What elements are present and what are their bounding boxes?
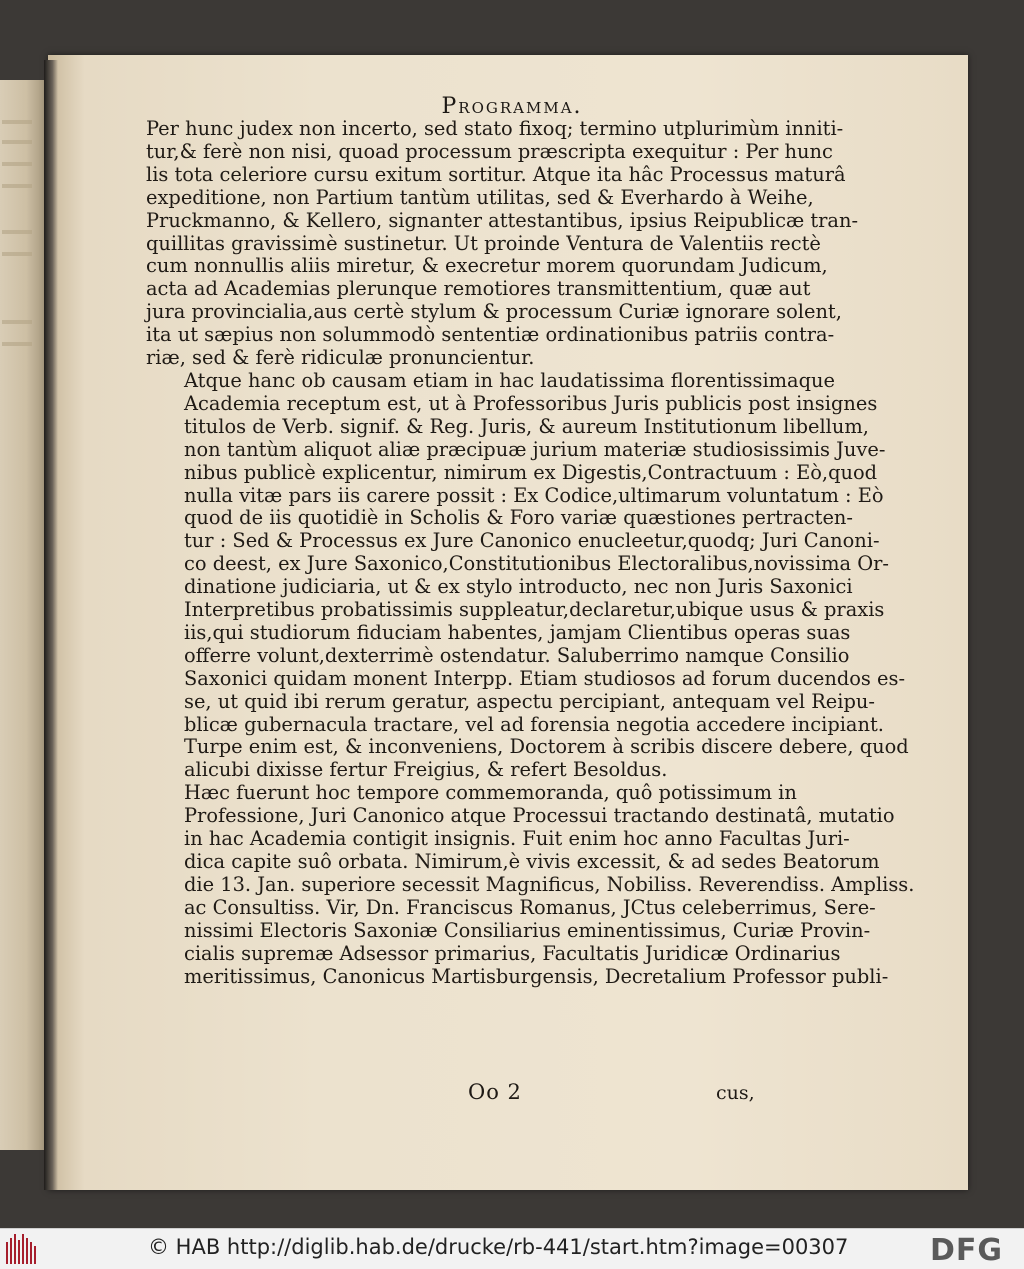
text-line: co deest, ex Jure Saxonico,Constitutionibus Electoralibus,novissima Or- — [184, 552, 889, 576]
text-line: nibus publicè explicentur, nimirum ex Digestis,Contractuum : Eò,quod — [184, 460, 878, 484]
text-line: se, ut quid ibi rerum geratur, aspectu percipiant, antequam vel Reipu- — [184, 689, 875, 713]
text-line: Academia receptum est, ut à Professoribus Juris publicis post insignes — [184, 391, 878, 415]
text-line: non tantùm aliquot aliæ præcipuæ jurium materiæ studiosissimis Juve- — [184, 437, 886, 461]
text-line: ita ut sæpius non solummodò sententiæ ordinationibus patriis contra- — [146, 323, 835, 347]
text-line: jura provincialia,aus certè stylum & processum Curiæ ignorare solent, — [146, 300, 842, 324]
text-line: Atque hanc ob causam etiam in hac laudatissima florentissimaque — [184, 368, 835, 392]
text-line: riæ, sed & ferè ridiculæ pronuncientur. — [146, 346, 535, 370]
text-line: Saxonici quidam monent Interpp. Etiam studiosos ad forum ducendos es- — [184, 666, 906, 690]
text-line: meritissimus, Canonicus Martisburgensis, Decretalium Professor publi- — [184, 964, 889, 988]
paragraph-3 — [146, 781, 915, 988]
hab-logo-icon[interactable] — [6, 1234, 40, 1264]
paragraph-2 — [146, 368, 909, 782]
signature-mark: Oo 2 — [468, 1080, 522, 1104]
paragraph-1 — [146, 117, 859, 370]
text-line: Hæc fuerunt hoc tempore commemoranda, quô potissimum in — [184, 781, 797, 805]
running-head: Programma. — [441, 94, 583, 119]
previous-page-edge — [0, 80, 44, 1150]
text-line: in hac Academia contigit insignis. Fuit enim hoc anno Facultas Juri- — [184, 827, 850, 851]
text-line: ac Consultiss. Vir, Dn. Franciscus Romanus, JCtus celeberrimus, Sere- — [184, 895, 876, 919]
text-line: tur : Sed & Processus ex Jure Canonico enucleetur,quodq; Juri Canoni- — [184, 529, 880, 553]
text-line: quillitas gravissimè sustinetur. Ut proinde Ventura de Valentiis rectè — [146, 231, 821, 255]
page-text — [146, 117, 915, 988]
text-line: Interpretibus probatissimis suppleatur,declaretur,ubique usus & praxis — [184, 598, 885, 622]
text-line: Pruckmanno, & Kellero, signanter attestantibus, ipsius Reipublicæ tran- — [146, 208, 859, 232]
text-line: Per hunc judex non incerto, sed stato fixoq; termino utplurimùm inniti- — [146, 117, 844, 140]
text-line: Professione, Juri Canonico atque Processui tractando destinatâ, mutatio — [184, 804, 895, 828]
text-line: iis,qui studiorum fiduciam habentes, jamjam Clientibus operas suas — [184, 620, 851, 644]
text-line: lis tota celeriore cursu exitum sortitur. Atque ita hâc Processus maturâ — [146, 162, 846, 186]
text-line: cialis supremæ Adsessor primarius, Facultatis Juridicæ Ordinarius — [184, 941, 841, 965]
text-line: tur,& ferè non nisi, quoad processum præscripta exequitur : Per hunc — [146, 139, 833, 163]
text-line: quod de iis quotidiè in Scholis & Foro variæ quæstiones pertracten- — [184, 506, 853, 530]
text-line: expeditione, non Partium tantùm utilitas, sed & Everhardo à Weihe, — [146, 185, 814, 209]
text-line: dinatione judiciaria, ut & ex stylo introducto, nec non Juris Saxonici — [184, 575, 853, 599]
dfg-logo[interactable]: DFG — [930, 1233, 1004, 1268]
text-line: cum nonnullis aliis miretur, & execretur morem quorundam Judicum, — [146, 254, 828, 278]
text-line: nissimi Electoris Saxoniæ Consiliarius eminentissimus, Curiæ Provin- — [184, 918, 871, 942]
text-line: Turpe enim est, & inconveniens, Doctorem à scribis discere debere, quod — [184, 735, 909, 759]
footer-bar — [0, 1228, 1024, 1269]
text-line: blicæ gubernacula tractare, vel ad forensia negotia accedere incipiant. — [184, 712, 884, 736]
text-line: alicubi dixisse fertur Freigius, & refert Besoldus. — [184, 758, 668, 782]
text-line: dica capite suô orbata. Nimirum,è vivis excessit, & ad sedes Beatorum — [184, 850, 880, 873]
text-line: die 13. Jan. superiore secessit Magnificus, Nobiliss. Reverendiss. Ampliss. — [184, 872, 915, 896]
text-line: offerre volunt,dexterrimè ostendatur. Saluberrimo namque Consilio — [184, 643, 850, 667]
gutter-shadow — [44, 60, 58, 1190]
text-line: titulos de Verb. signif. & Reg. Juris, & aureum Institutionum libellum, — [184, 414, 869, 438]
text-line: nulla vitæ pars iis carere possit : Ex Codice,ultimarum voluntatum : Eò — [184, 483, 884, 507]
copyright-link[interactable]: © HAB http://diglib.hab.de/drucke/rb-441/start.htm?image=00307 — [148, 1235, 849, 1259]
catchword: cus, — [716, 1082, 755, 1104]
text-line: acta ad Academias plerunque remotiores transmittentium, quæ aut — [146, 277, 811, 301]
